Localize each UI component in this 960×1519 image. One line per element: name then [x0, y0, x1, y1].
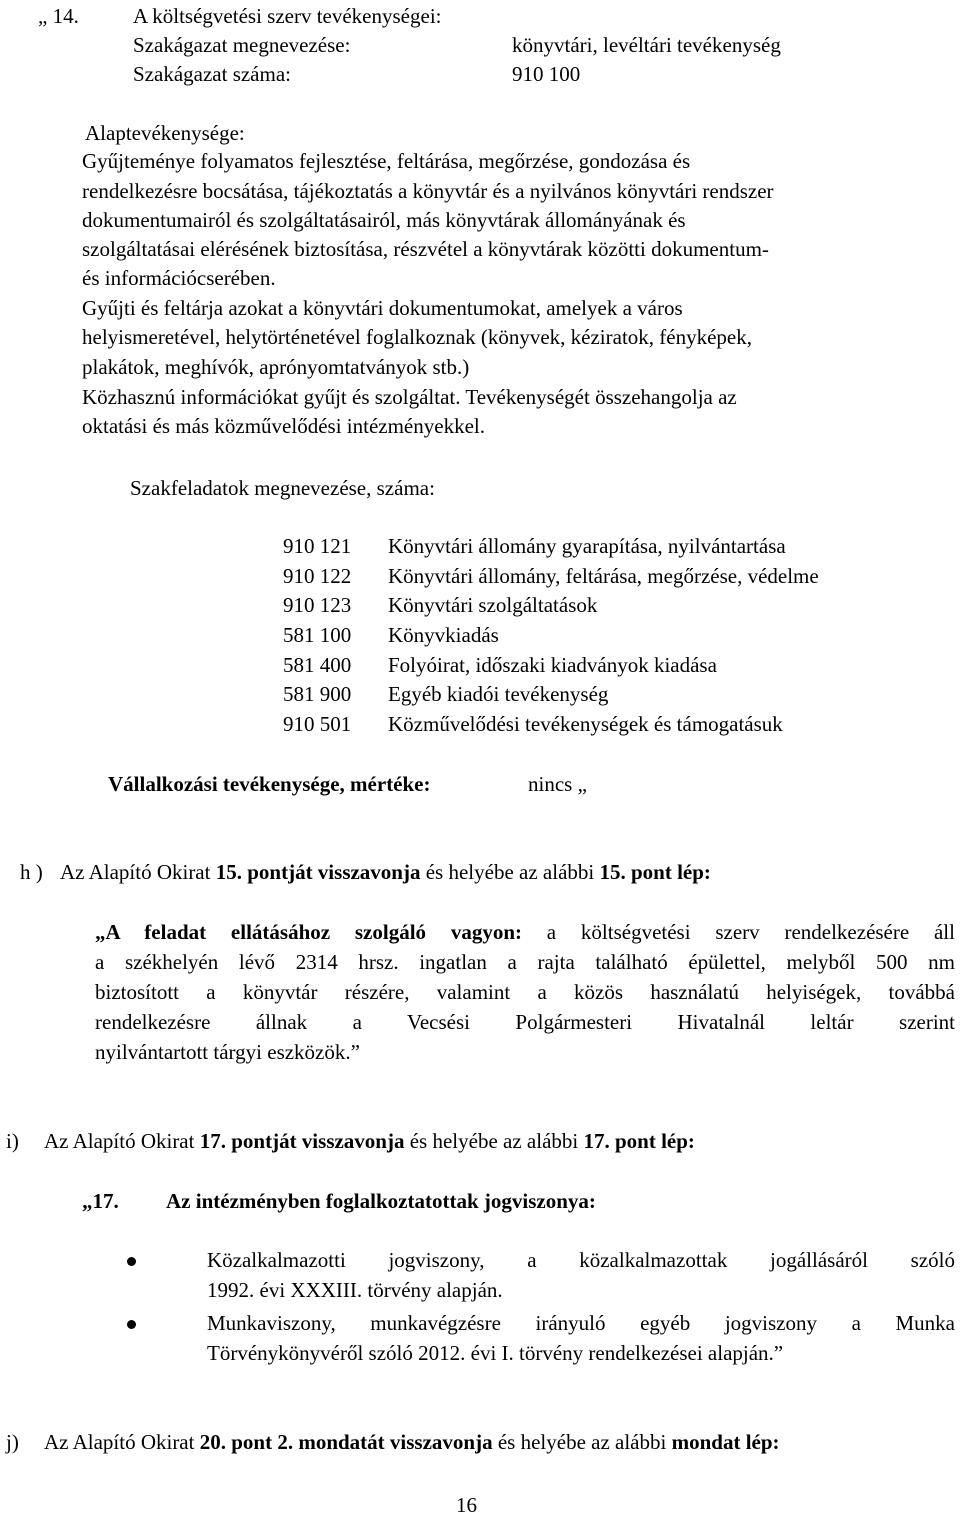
asset-paragraph-line: a székhelyén lévő 2314 hrsz. ingatlan a rajta található épülettel, melyből 500 nm — [95, 950, 955, 974]
bullet-text-line: Törvénykönyvéről szóló 2012. évi I. törvény rendelkezései alapján.” — [207, 1341, 784, 1365]
bullet-icon — [127, 1257, 136, 1266]
core-text-line: Gyűjti és feltárja azokat a könyvtári dokumentumokat, amelyek a város — [82, 296, 683, 320]
asset-paragraph-line: nyilvántartott tárgyi eszközök.” — [95, 1040, 360, 1064]
core-activities-heading: Alaptevékenysége: — [85, 121, 245, 145]
core-text-line: helyismeretével, helytörténetével foglalkoznak (könyvek, kéziratok, fényképek, — [82, 325, 752, 349]
section-heading: A költségvetési szerv tevékenységei: — [133, 4, 442, 28]
bullet-text-line: Munkaviszony, munkavégzésre irányuló egyéb jogviszony a Munka — [207, 1311, 955, 1335]
item-h-text: Az Alapító Okirat — [60, 860, 211, 884]
item-h-marker: h ) — [20, 860, 43, 884]
item-i-instruction — [44, 1131, 695, 1152]
sector-number-value: 910 100 — [512, 62, 581, 86]
asset-paragraph-line: biztosított a könyvtár részére, valamint a közös használatú helyiségek, továbbá — [95, 980, 955, 1004]
core-text-line: Közhasznú információkat gyűjt és szolgáltat. Tevékenységét összehangolja az — [82, 385, 737, 409]
task-name: Egyéb kiadói tevékenység — [388, 682, 609, 706]
sector-name-value: könyvtári, levéltári tevékenység — [512, 33, 781, 57]
asset-paragraph-line — [95, 922, 955, 943]
asset-heading: „A feladat ellátásához szolgáló vagyon: — [95, 920, 522, 944]
task-name: Könyvtári állomány, feltárása, megőrzése, védelme — [388, 564, 819, 588]
item-h-new-point: 15. pont lép: — [599, 860, 711, 884]
task-name: Könyvkiadás — [388, 623, 499, 647]
item-i-text: és helyébe az alábbi — [409, 1129, 579, 1153]
bullet-text-line: 1992. évi XXXIII. törvény alapján. — [207, 1278, 503, 1302]
task-name: Közművelődési tevékenységek és támogatásuk — [388, 712, 783, 736]
item-j-text: Az Alapító Okirat — [44, 1430, 195, 1454]
task-name: Folyóirat, időszaki kiadványok kiadása — [388, 653, 717, 677]
core-text-line: plakátok, meghívók, aprónyomtatványok stb.) — [82, 355, 470, 379]
core-text-line: és információcserében. — [82, 266, 276, 290]
bullet-icon — [127, 1320, 136, 1329]
item-j-text: és helyébe az alábbi — [497, 1430, 667, 1454]
core-text-line: dokumentumairól és szolgáltatásairól, más könyvtárak állományának és — [82, 208, 686, 232]
item-i-new-point: 17. pont lép: — [583, 1129, 695, 1153]
task-code: 581 900 — [283, 682, 352, 706]
core-text-line: oktatási és más közművelődési intézményekkel. — [82, 414, 485, 438]
core-text-line: szolgáltatásai elérésének biztosítása, részvétel a könyvtárak közötti dokumentum- — [82, 237, 769, 261]
task-code: 581 100 — [283, 623, 352, 647]
item-h-instruction — [60, 862, 711, 883]
task-code: 910 123 — [283, 593, 352, 617]
task-code: 581 400 — [283, 653, 352, 677]
task-code: 910 122 — [283, 564, 352, 588]
tasks-heading: Szakfeladatok megnevezése, száma: — [130, 476, 435, 500]
enterprise-value: nincs „ — [528, 772, 587, 796]
task-code: 910 501 — [283, 712, 352, 736]
subsection-heading: Az intézményben foglalkoztatottak jogviszonya: — [166, 1189, 596, 1213]
subsection-number: „17. — [82, 1189, 119, 1213]
task-code: 910 121 — [283, 534, 352, 558]
item-i-text: Az Alapító Okirat — [44, 1129, 195, 1153]
asset-paragraph-line: rendelkezésre állnak a Vecsési Polgármesteri Hivatalnál leltár szerint — [95, 1010, 955, 1034]
asset-text: a költségvetési szerv rendelkezésére áll — [546, 920, 955, 944]
core-text-line: rendelkezésre bocsátása, tájékoztatás a könyvtár és a nyilvános könyvtári rendszer — [82, 179, 774, 203]
item-j-instruction — [44, 1432, 780, 1453]
page-number: 16 — [456, 1493, 477, 1517]
item-i-point: 17. pontját visszavonja — [199, 1129, 405, 1153]
item-h-text: és helyébe az alábbi — [425, 860, 595, 884]
sector-number-label: Szakágazat száma: — [133, 62, 291, 86]
item-i-marker: i) — [6, 1129, 19, 1153]
task-name: Könyvtári állomány gyarapítása, nyilvántartása — [388, 534, 786, 558]
item-h-point: 15. pontját visszavonja — [215, 860, 421, 884]
bullet-text-line: Közalkalmazotti jogviszony, a közalkalmazottak jogállásáról szóló — [207, 1248, 955, 1272]
item-j-new-sentence: mondat lép: — [671, 1430, 780, 1454]
section-number: „ 14. — [38, 4, 79, 28]
item-j-point: 20. pont 2. mondatát visszavonja — [199, 1430, 493, 1454]
item-j-marker: j) — [6, 1430, 19, 1454]
sector-name-label: Szakágazat megnevezése: — [133, 33, 351, 57]
task-name: Könyvtári szolgáltatások — [388, 593, 598, 617]
core-text-line: Gyűjteménye folyamatos fejlesztése, feltárása, megőrzése, gondozása és — [82, 149, 691, 173]
enterprise-label: Vállalkozási tevékenysége, mértéke: — [108, 772, 431, 796]
